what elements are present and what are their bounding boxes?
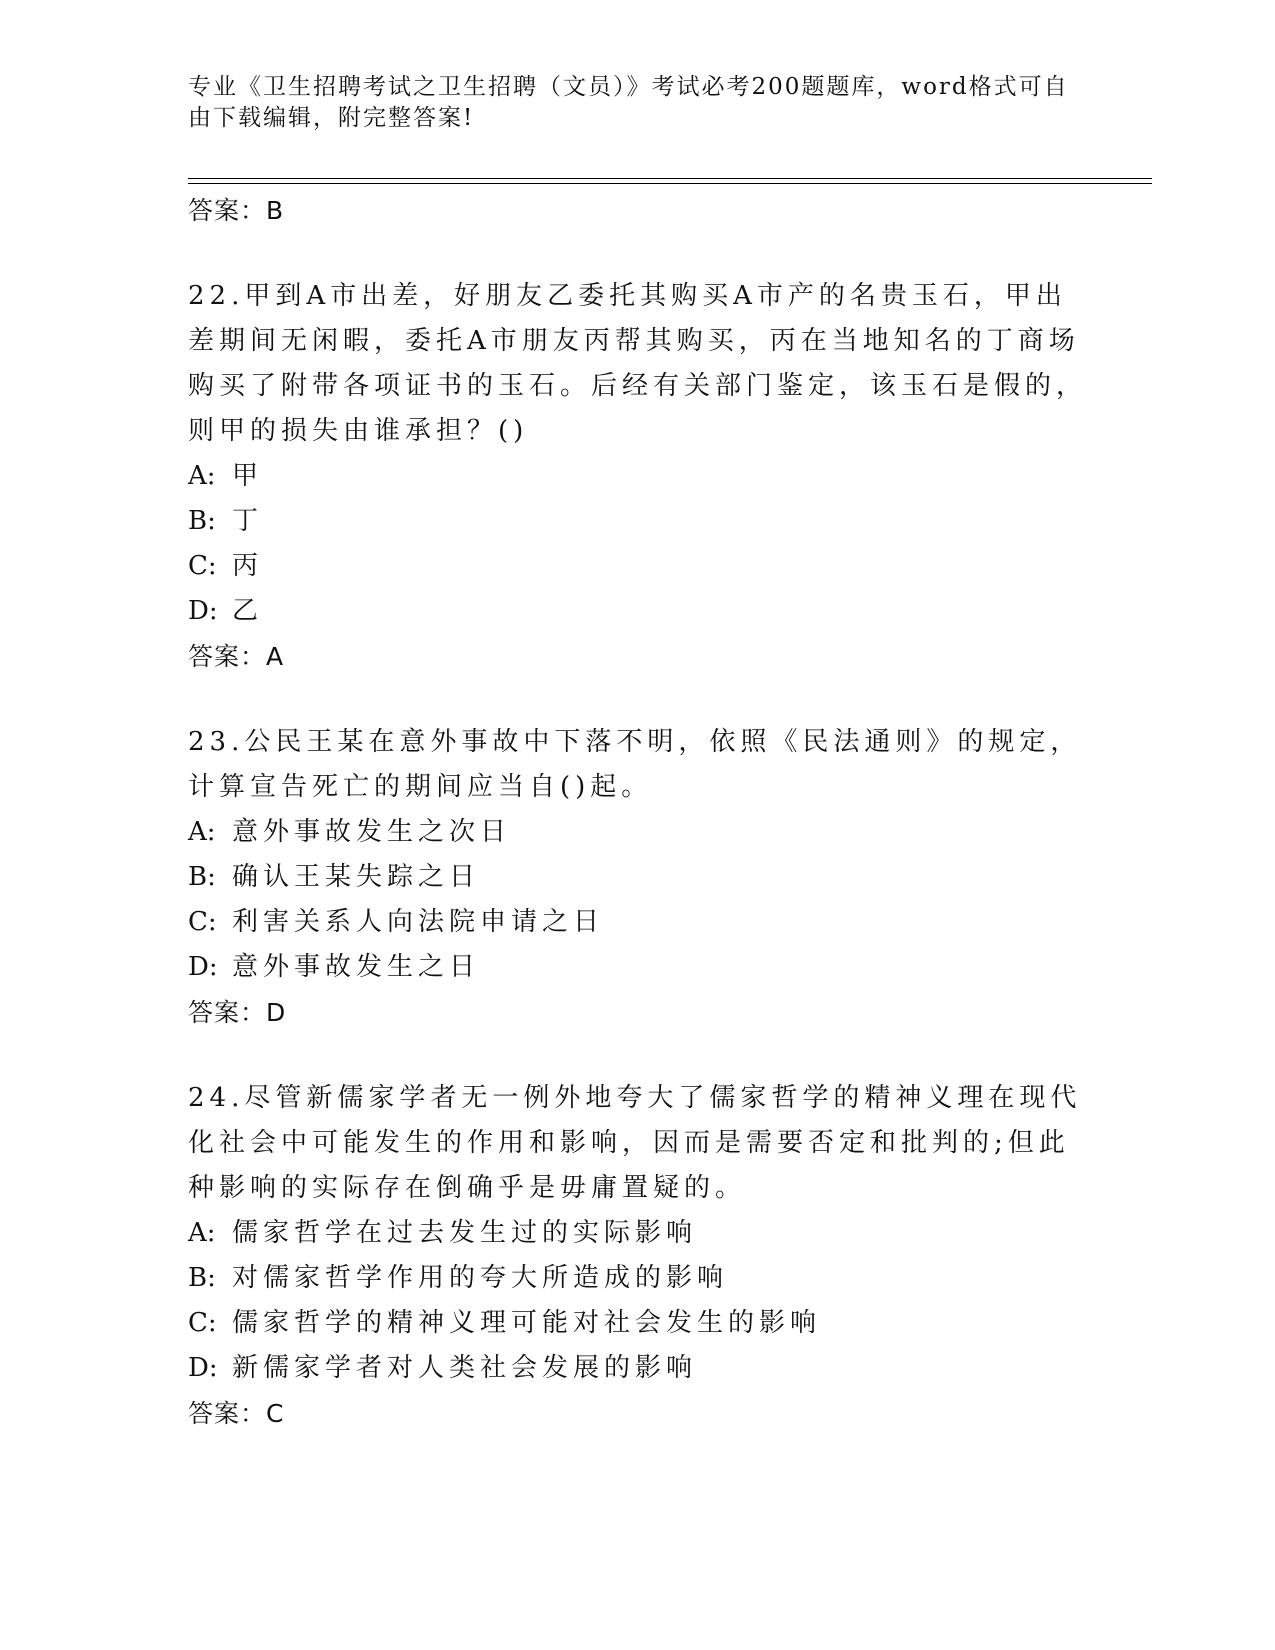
option-letter: C: xyxy=(188,907,217,937)
option-text: 利害关系人向法院申请之日 xyxy=(232,907,605,937)
option-letter: C: xyxy=(188,551,217,581)
option-letter: D: xyxy=(188,1353,218,1383)
option-letter: A: xyxy=(188,817,216,847)
option-letter: A: xyxy=(188,461,216,491)
option-text: 确认王某失踪之日 xyxy=(232,862,481,892)
option-letter: B: xyxy=(188,1263,216,1293)
option-text: 对儒家哲学作用的夸大所造成的影响 xyxy=(232,1263,729,1293)
question-list xyxy=(188,188,1088,1437)
option-b xyxy=(188,855,1088,900)
option-d xyxy=(188,589,1088,634)
option-a xyxy=(188,1211,1088,1256)
option-letter: B: xyxy=(188,862,216,892)
answer-previous: 答案：B xyxy=(188,196,285,225)
option-letter: D: xyxy=(188,596,218,626)
option-d xyxy=(188,945,1088,990)
answer: 答案：D xyxy=(188,998,287,1027)
option-letter: B: xyxy=(188,506,216,536)
question-text: 22.甲到A市出差，好朋友乙委托其购买A市产的名贵玉石，甲出差期间无闲暇，委托A市朋友丙帮其购买，丙在当地知名的丁商场购买了附带各项证书的玉石。后经有关部门鉴定，该玉石是假的，则甲的损失由谁承担？() xyxy=(188,281,1088,446)
option-text: 儒家哲学的精神义理可能对社会发生的影响 xyxy=(232,1308,822,1338)
option-text: 丙 xyxy=(232,551,264,581)
document-header: 专业《卫生招聘考试之卫生招聘（文员）》考试必考200题题库，word格式可自由下载编辑，附完整答案! xyxy=(188,74,1069,131)
question-text: 23.公民王某在意外事故中下落不明，依照《民法通则》的规定，计算宣告死亡的期间应当自()起。 xyxy=(188,727,1082,802)
option-letter: D: xyxy=(188,952,218,982)
option-text: 意外事故发生之次日 xyxy=(232,817,512,847)
option-c xyxy=(188,544,1088,589)
option-c xyxy=(188,1301,1088,1346)
answer: 答案：A xyxy=(188,642,285,671)
option-text: 甲 xyxy=(232,461,264,491)
option-b xyxy=(188,1256,1088,1301)
question-23 xyxy=(188,720,1088,1036)
option-text: 丁 xyxy=(232,506,264,536)
option-text: 意外事故发生之日 xyxy=(232,952,481,982)
header-rule-bottom xyxy=(188,183,1152,184)
option-text: 儒家哲学在过去发生过的实际影响 xyxy=(232,1218,698,1248)
answer: 答案：C xyxy=(188,1399,285,1428)
option-a xyxy=(188,454,1088,499)
option-letter: C: xyxy=(188,1308,217,1338)
header-rule-top xyxy=(188,178,1152,179)
option-b xyxy=(188,499,1088,544)
question-text: 24.尽管新儒家学者无一例外地夸大了儒家哲学的精神义理在现代化社会中可能发生的作用和影响，因而是需要否定和批判的;但此种影响的实际存在倒确乎是毋庸置疑的。 xyxy=(188,1083,1082,1203)
option-text: 新儒家学者对人类社会发展的影响 xyxy=(232,1353,698,1383)
option-c xyxy=(188,900,1088,945)
option-d xyxy=(188,1346,1088,1391)
option-a xyxy=(188,810,1088,855)
question-24 xyxy=(188,1076,1088,1437)
option-text: 乙 xyxy=(232,596,264,626)
question-22 xyxy=(188,274,1088,680)
option-letter: A: xyxy=(188,1218,216,1248)
